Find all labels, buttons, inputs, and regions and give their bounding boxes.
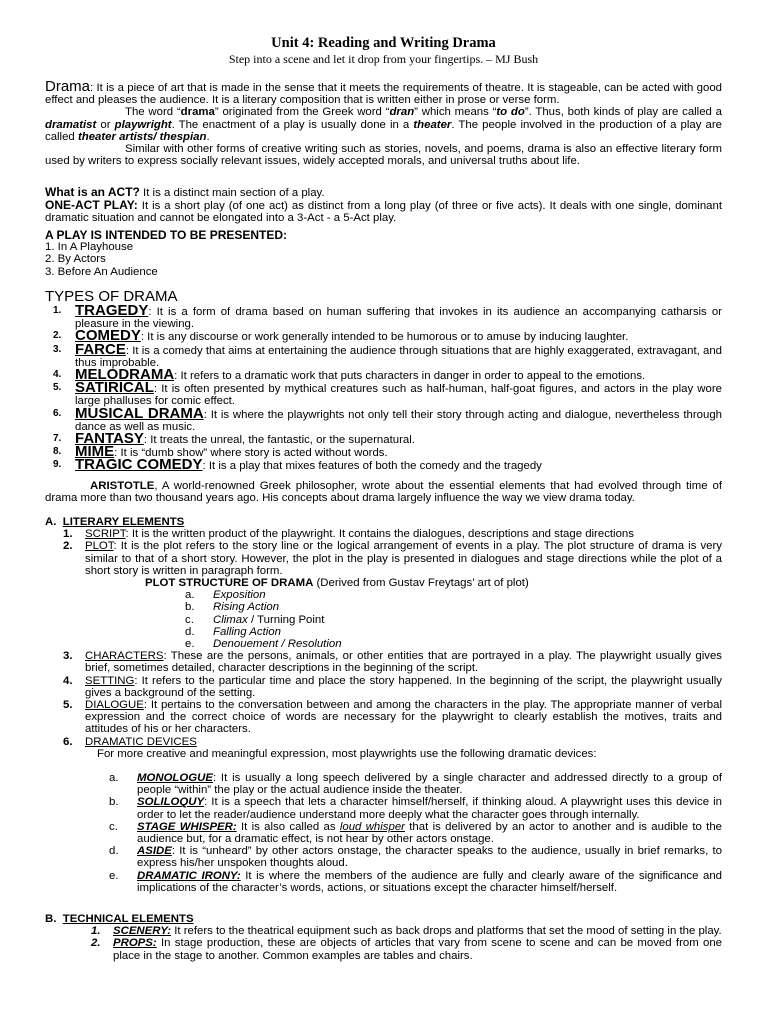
presented-item: 2. By Actors <box>45 253 106 266</box>
list-item: 2. COMEDY: It is any discourse or work generally intended to be humorous or to amuse by inducing laughter. <box>53 327 629 345</box>
presented-item: 3. Before An Audience <box>45 265 158 278</box>
types-list <box>53 302 722 474</box>
list-item: c. STAGE WHISPER: It is also called as loud whisper that is delivered by an actor to another and is audible to the audience but, for a dramatic effect, is not hear by other actors onstage. <box>109 820 723 846</box>
intro-section <box>45 78 722 168</box>
list-item: b. SOLILOQUY: It is a speech that lets a character himself/herself, if thinking aloud. A playwright uses this device in order to let the reader/audience understand more deeply what the character goes through internally. <box>109 796 722 821</box>
list-item: 3. CHARACTERS: These are the persons, animals, or other entities that are portrayed in a play. The playwright usually gives brief, sometimes detailed, character descriptions in the beginning of the script. <box>63 650 722 675</box>
intro-paragraph-2: The word “drama” originated from the Greek word “dran” which means “to do”. Thus, both kinds of play are called a dramatist or playwright. The enactment of a play is usually done in a theater. The people involved in the production of a play are called theater artists/ thespian. <box>45 106 722 143</box>
list-item: 8. MIME: It is “dumb show” where story is acted without words. <box>53 443 388 461</box>
list-item: 2. PLOT: It is the plot refers to the story line or the logical arrangement of events in a play. The plot structure of drama is very similar to that of a short story. However, the plot in the play is presented in dialogues and stage directions while the plot of a short story is written in paragraph form. <box>63 540 722 577</box>
literary-heading: A. LITERARY ELEMENTS <box>45 516 185 528</box>
list-item: 1. SCENERY: It refers to the theatrical equipment such as back drops and platforms that set the mood of setting in the play. <box>91 925 722 938</box>
devices-intro: For more creative and meaningful expression, most playwrights use the following dramatic devices: <box>97 747 597 760</box>
list-item: 6. DRAMATIC DEVICES <box>63 735 197 748</box>
presented-heading: A PLAY IS INTENDED TO BE PRESENTED: <box>45 228 288 242</box>
list-item: 4. MELODRAMA: It refers to a dramatic work that puts characters in danger in order to appeal to the emotions. <box>53 366 646 384</box>
list-item: c. Climax / Turning Point <box>185 613 325 626</box>
list-item: 1. TRAGEDY: It is a form of drama based on human suffering that invokes in its audience an accompanying catharsis or pleasure in the viewing. <box>53 302 722 331</box>
presented-section <box>45 229 722 278</box>
list-item: a. MONOLOGUE: It is usually a long speech delivered by a single character and addressed directly to a group of people “within” the play or the actual audience inside the theater. <box>109 772 722 797</box>
types-section <box>45 289 722 473</box>
list-item: 1. SCRIPT: It is the written product of the playwright. It contains the dialogues, descriptions and stage directions <box>63 528 634 541</box>
list-item: 2. PROPS: In stage production, these are objects of articles that vary from scene to scene and can be moved from one place in the stage to another. Common examples are tables and chairs. <box>91 937 722 962</box>
list-item: b. Rising Action <box>185 601 280 614</box>
intro-paragraph-1: Drama: It is a piece of art that is made in the sense that it meets the requirements of theatre. It is stageable, can be acted with good effect and pleases the audience. It is a literary composition that is written either in prose or verse form. <box>45 78 722 107</box>
list-item: 5. SATIRICAL: It is often presented by mythical creatures such as half-human, half-goat figures, and actors in the play wore large phalluses for comic effect. <box>53 379 722 408</box>
list-item: e. Denouement / Resolution <box>185 638 342 651</box>
technical-heading: B. TECHNICAL ELEMENTS <box>45 913 194 925</box>
literary-section <box>45 516 722 894</box>
list-item: 6. MUSICAL DRAMA: It is where the playwrights not only tell their story through acting and dialogue, nevertheless through dance as well as music. <box>53 404 722 433</box>
list-item: d. ASIDE: It is “unheard” by other actors onstage, the character speaks to the audience, usually in brief remarks, to express his/her unspoken thoughts aloud. <box>109 845 722 870</box>
types-heading: TYPES OF DRAMA <box>45 288 178 305</box>
plot-structure-title: PLOT STRUCTURE OF DRAMA (Derived from Gustav Freytags’ art of plot) <box>145 577 529 590</box>
list-item: 5. DIALOGUE: It pertains to the conversation between and among the characters in the play. The appropriate manner of verbal expression and the correct choice of words are necessary for the playwright to clearly establish the motives, traits and attitudes of his or her characters. <box>63 699 722 736</box>
page-title: Unit 4: Reading and Writing Drama <box>271 35 496 51</box>
page-subtitle: Step into a scene and let it drop from your fingertips. – MJ Bush <box>228 52 539 66</box>
list-item: d. Falling Action <box>185 625 281 638</box>
list-item: a. Exposition <box>185 589 266 602</box>
devices-list <box>109 772 723 894</box>
aristotle-paragraph: ARISTOTLE, A world-renowned Greek philosopher, wrote about the essential elements that had evolved through time of drama more than two thousand years ago. His concepts about drama largely influence the way we view drama today. <box>45 480 722 505</box>
plot-structure-list <box>185 589 722 651</box>
list-item: 7. FANTASY: It treats the unreal, the fantastic, or the supernatural. <box>53 430 415 448</box>
one-act-definition: ONE-ACT PLAY: It is a short play (of one act) as distinct from a long play (of three or five acts). It deals with one single, dominant dramatic situation and cannot be elongated into a 3-Act - a 5-Act play. <box>45 198 722 225</box>
act-section <box>45 186 722 225</box>
act-definition: What is an ACT? It is a distinct main section of a play. <box>45 185 325 199</box>
list-item: e. DRAMATIC IRONY: It is where the members of the audience are fully and clearly aware of the significance and implications of the character’s words, actions, or situations except the character himself/herself. <box>109 869 722 894</box>
list-item: 4. SETTING: It refers to the particular time and place the story happened. In the beginning of the script, the playwright usually gives a background of the setting. <box>63 674 722 699</box>
presented-item: 1. In A Playhouse <box>45 241 134 254</box>
list-item: 3. FARCE: It is a comedy that aims at entertaining the audience through situations that are highly exaggerated, extravagant, and thus improbable. <box>53 340 722 369</box>
drama-term: Drama <box>45 78 91 95</box>
list-item: 9. TRAGIC COMEDY: It is a play that mixes features of both the comedy and the tragedy <box>53 456 542 474</box>
intro-paragraph-3: Similar with other forms of creative writing such as stories, novels, and poems, drama is also an effective literary form used by writers to express socially relevant issues, widely accepted morals, and universal truths about life. <box>45 143 722 168</box>
technical-section <box>45 913 722 962</box>
